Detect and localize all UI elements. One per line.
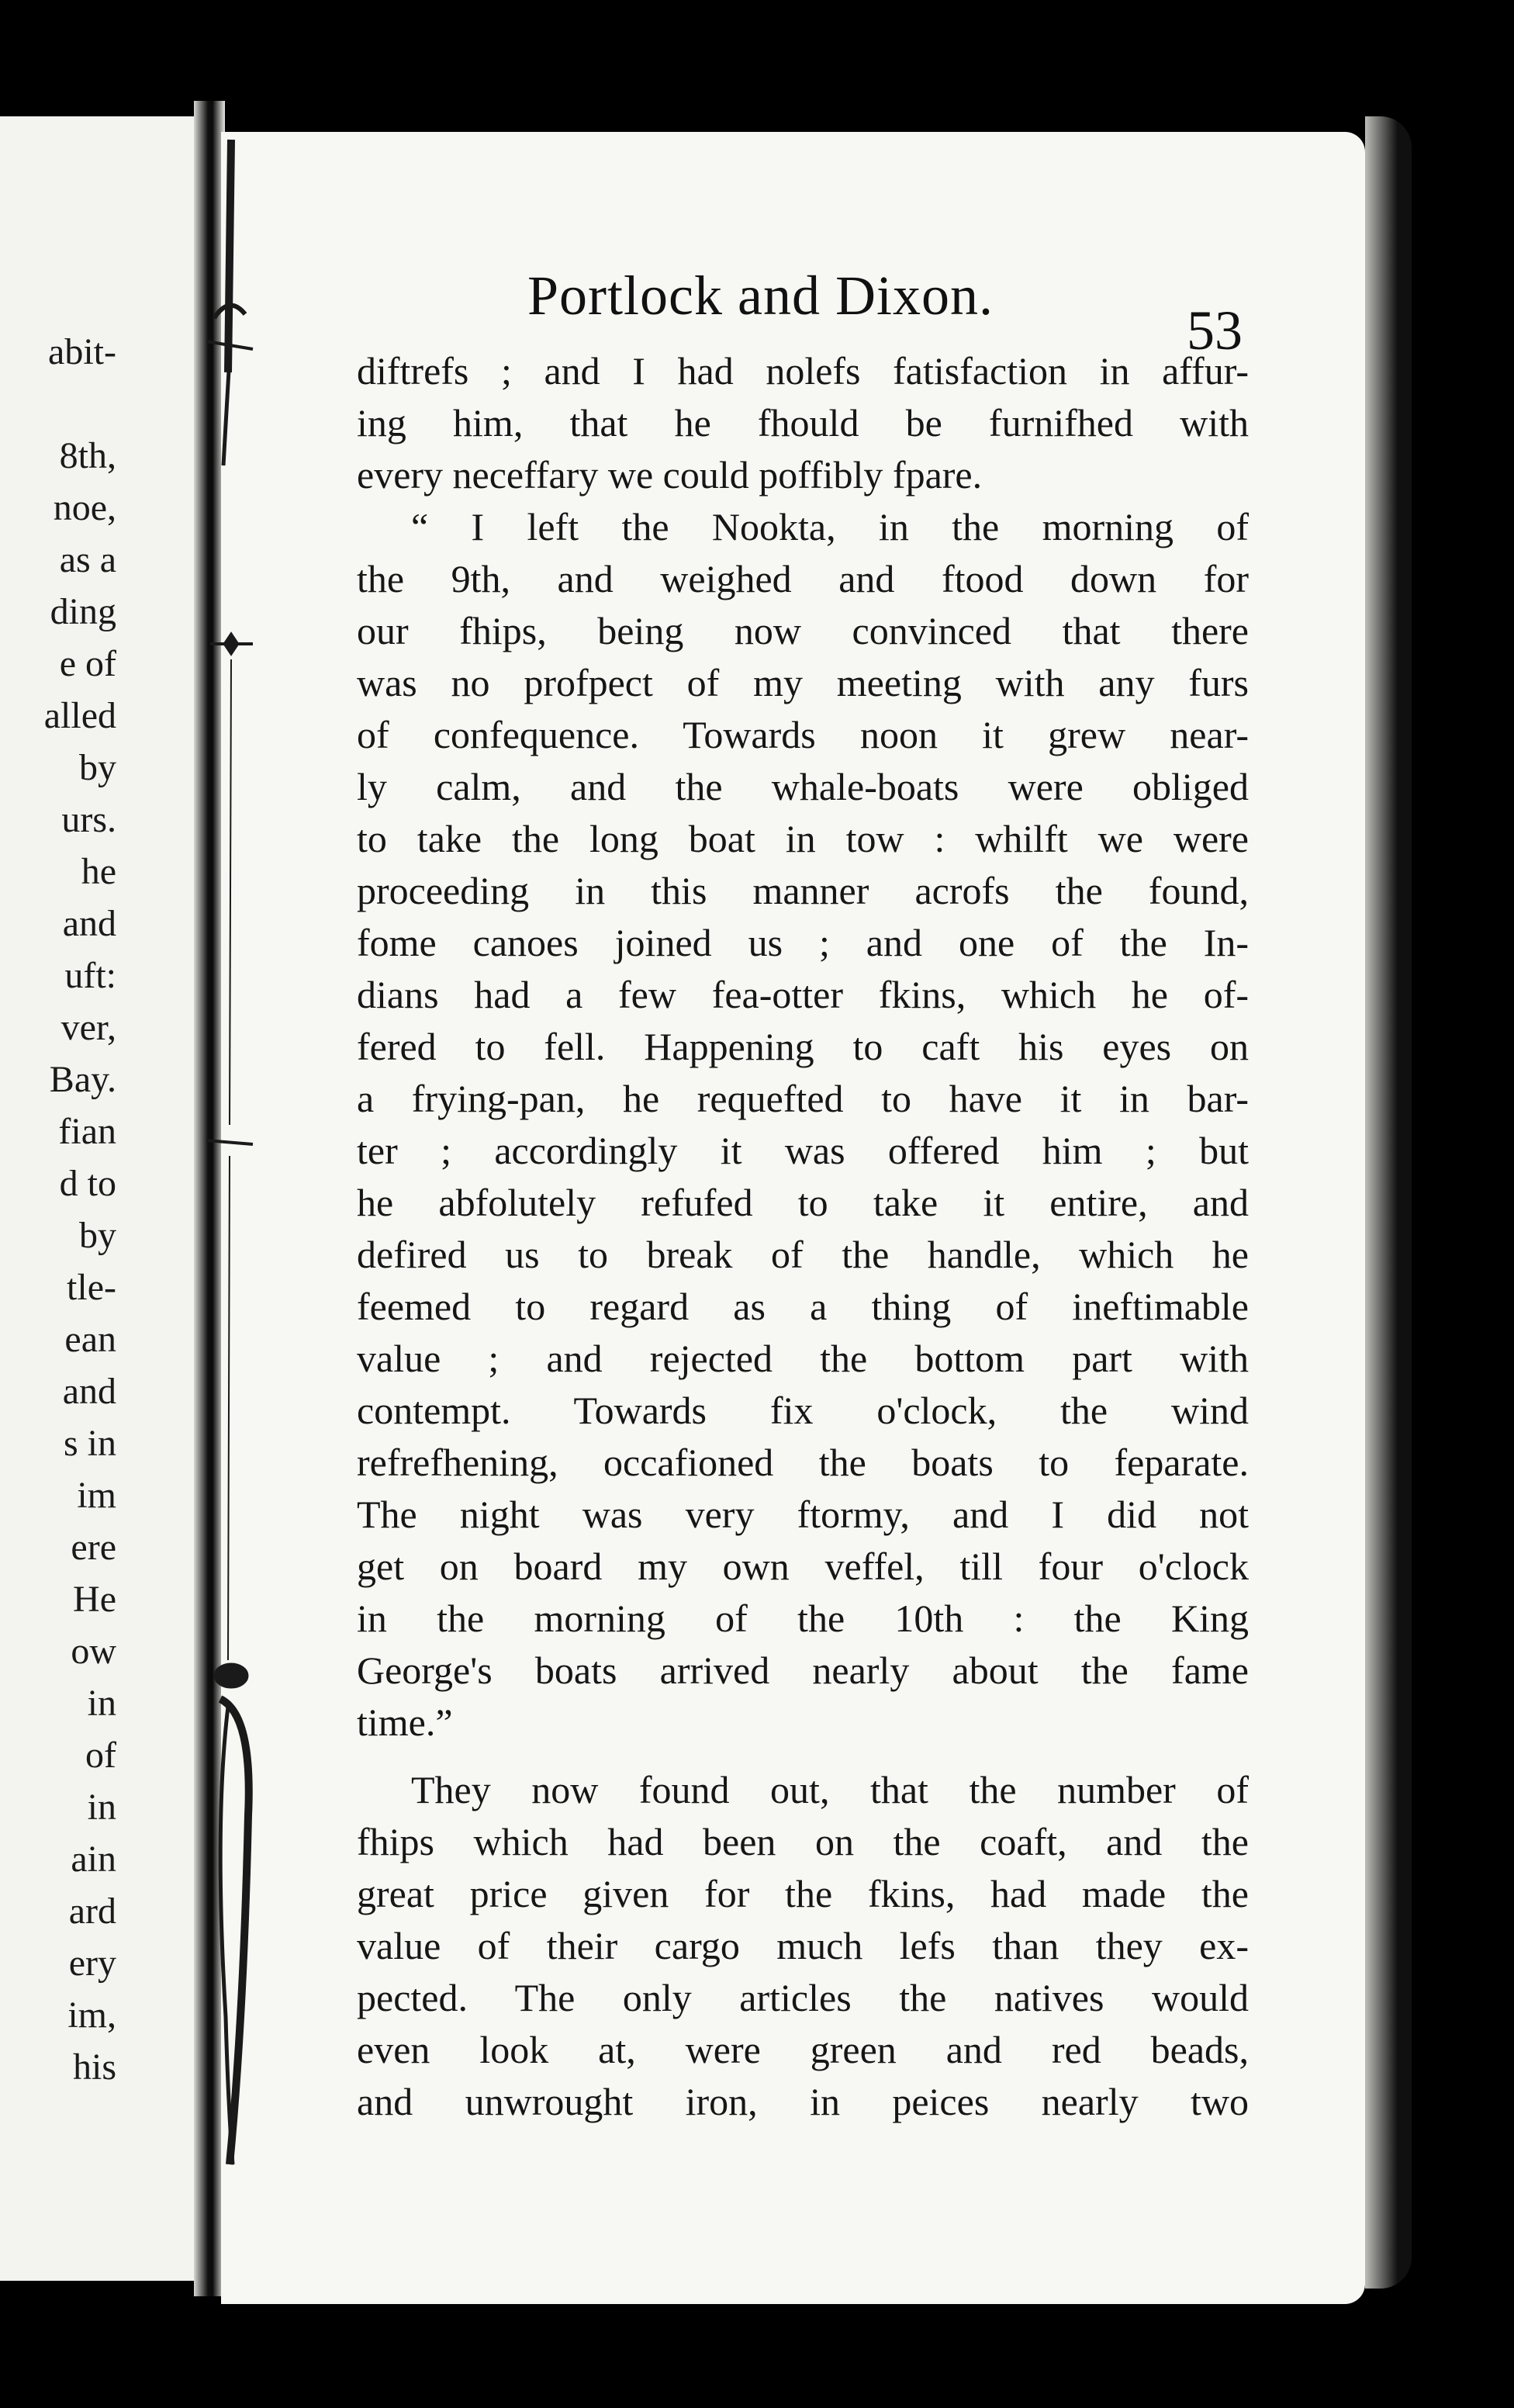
facing-line: urs. <box>61 799 116 840</box>
facing-line: ard <box>68 1891 116 1932</box>
paragraph-gap <box>357 1749 1249 1764</box>
binding-thread-ornament-icon <box>183 116 276 2211</box>
facing-line: d to <box>59 1163 116 1204</box>
text-line: contempt. Towards fix o'clock, the wind <box>357 1389 1249 1432</box>
text-line: George's boats arrived nearly about the fame <box>357 1649 1249 1692</box>
facing-line: He <box>73 1579 116 1620</box>
text-line: get on board my own veffel, till four o'clock <box>357 1545 1249 1588</box>
facing-line: abit- <box>48 331 116 372</box>
facing-line: by <box>79 1215 116 1256</box>
facing-line: in <box>87 1683 116 1724</box>
text-line: value ; and rejected the bottom part with <box>357 1337 1249 1380</box>
facing-line: im <box>77 1475 116 1516</box>
text-line: dians had a few fea-otter fkins, which he of- <box>357 973 1249 1016</box>
facing-line: ow <box>71 1631 116 1672</box>
text-line: he abfolutely refufed to take it entire, and <box>357 1181 1249 1224</box>
text-line: ter ; accordingly it was offered him ; but <box>357 1129 1249 1172</box>
facing-line: 8th, <box>59 435 116 476</box>
text-line: the 9th, and weighed and ftood down for <box>357 557 1249 600</box>
text-line: great price given for the fkins, had made the <box>357 1872 1249 1915</box>
page-edge-shadow <box>1365 116 1412 2289</box>
facing-line: ver, <box>60 1007 116 1048</box>
running-head: Portlock and Dixon. <box>527 265 994 327</box>
text-line: They now found out, that the number of <box>411 1768 1249 1811</box>
text-line: diftrefs ; and I had nolefs fatisfaction in affur- <box>357 349 1249 393</box>
text-line: defired us to break of the handle, which he <box>357 1233 1249 1276</box>
text-line: in the morning of the 10th : the King <box>357 1597 1249 1640</box>
text-line: fhips which had been on the coaft, and the <box>357 1820 1249 1863</box>
facing-line: ain <box>71 1839 116 1880</box>
text-line: The night was very ftormy, and I did not <box>357 1493 1249 1536</box>
facing-line: noe, <box>53 487 116 528</box>
facing-line: Bay. <box>49 1059 116 1100</box>
facing-line <box>0 378 116 430</box>
page-number: 53 <box>1187 299 1243 362</box>
text-line: proceeding in this manner acrofs the found, <box>357 869 1249 912</box>
facing-line: im, <box>67 1995 116 2036</box>
text-line: and unwrought iron, in peices nearly two <box>357 2080 1249 2123</box>
text-line: refrefhening, occafioned the boats to feparate. <box>357 1441 1249 1484</box>
text-line: even look at, were green and red beads, <box>357 2028 1249 2071</box>
facing-line: and <box>62 1371 116 1412</box>
text-line: fered to fell. Happening to caft his eyes on <box>357 1025 1249 1068</box>
text-line: feemed to regard as a thing of ineftimable <box>357 1285 1249 1328</box>
facing-line: e of <box>59 643 116 684</box>
facing-line: s in <box>63 1423 116 1464</box>
text-line: fome canoes joined us ; and one of the In- <box>357 921 1249 964</box>
text-line: to take the long boat in tow : whilft we were <box>357 817 1249 860</box>
text-line: “ I left the Nookta, in the morning of <box>411 505 1249 548</box>
text-line: time.” <box>357 1700 453 1744</box>
text-line: of confequence. Towards noon it grew near- <box>357 713 1249 756</box>
facing-line: he <box>81 851 116 892</box>
facing-line: ery <box>68 1943 116 1984</box>
facing-line: tle- <box>67 1267 116 1308</box>
text-line: ing him, that he fhould be furnifhed with <box>357 401 1249 445</box>
facing-line: of <box>85 1735 116 1776</box>
body-text <box>357 345 1249 2128</box>
text-line: value of their cargo much lefs than they ex- <box>357 1924 1249 1967</box>
facing-line: uft: <box>64 955 116 996</box>
text-line: every neceffary we could poffibly fpare. <box>357 453 983 496</box>
facing-line: as a <box>59 539 116 580</box>
facing-page-fragment <box>0 116 194 2281</box>
text-line: ly calm, and the whale-boats were obliged <box>357 765 1249 808</box>
facing-line: his <box>72 2046 116 2088</box>
facing-line: ding <box>50 591 116 632</box>
facing-line: and <box>62 903 116 944</box>
text-line: a frying-pan, he requefted to have it in bar- <box>357 1077 1249 1120</box>
facing-line: alled <box>43 695 116 736</box>
text-line: was no profpect of my meeting with any furs <box>357 661 1249 704</box>
facing-line: fian <box>58 1111 116 1152</box>
text-line: pected. The only articles the natives would <box>357 1976 1249 2019</box>
facing-page-line-endings <box>0 326 116 2093</box>
facing-line: in <box>87 1787 116 1828</box>
facing-line: by <box>79 747 116 788</box>
facing-line: ere <box>71 1527 116 1568</box>
facing-line: ean <box>64 1319 116 1360</box>
text-line: our fhips, being now convinced that there <box>357 609 1249 652</box>
